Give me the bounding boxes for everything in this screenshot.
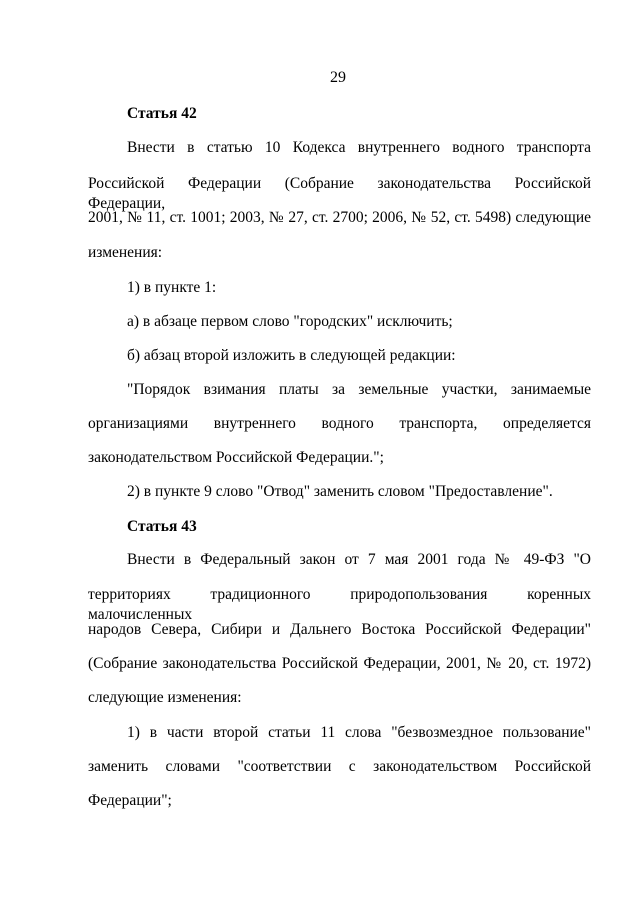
article-42-quote-line-1: "Порядок взимания платы за земельные участки, занимаемые — [127, 381, 591, 398]
article-43-item-1-line-1: 1) в части второй статьи 11 слова "безвозмездное пользование" — [127, 724, 591, 741]
article-43-intro-line-5: следующие изменения: — [88, 689, 242, 706]
article-43-intro-line-4: (Собрание законодательства Российской Федерации, 2001, № 20, ст. 1972) — [88, 655, 591, 672]
article-42-item-1a: а) в абзаце первом слово "городских" исключить; — [127, 313, 453, 330]
article-43-intro-line-3: народов Севера, Сибири и Дальнего Востока Российской Федерации" — [88, 621, 591, 638]
article-42-intro-line-3: 2001, № 11, ст. 1001; 2003, № 27, ст. 2700; 2006, № 52, ст. 5498) следующие — [88, 209, 591, 226]
article-42-heading: Статья 42 — [127, 105, 197, 122]
article-42-intro-line-1: Внести в статью 10 Кодекса внутреннего водного транспорта — [127, 139, 591, 156]
article-43-item-1-line-2: заменить словами "соответствии с законодательством Российской — [88, 758, 591, 775]
article-43-heading: Статья 43 — [127, 518, 197, 535]
article-42-intro-line-2: Российской Федерации (Собрание законодательства Российской Федерации, — [88, 175, 591, 212]
article-42-item-1: 1) в пункте 1: — [127, 279, 217, 296]
article-43-item-1-line-3: Федерации"; — [88, 792, 172, 809]
article-43-intro-line-1: Внести в Федеральный закон от 7 мая 2001 года № 49-ФЗ "О — [127, 551, 591, 568]
article-42-quote-line-2: организациями внутреннего водного транспорта, определяется — [88, 415, 591, 432]
article-43-intro-line-2: территориях традиционного природопользования коренных малочисленных — [88, 586, 591, 623]
page-number: 29 — [330, 69, 346, 86]
article-42-quote-line-3: законодательством Российской Федерации."; — [88, 449, 384, 466]
article-42-item-2: 2) в пункте 9 слово "Отвод" заменить словом "Предоставление". — [127, 483, 553, 500]
article-42-intro-line-4: изменения: — [88, 244, 163, 261]
article-42-item-1b: б) абзац второй изложить в следующей редакции: — [127, 347, 456, 364]
